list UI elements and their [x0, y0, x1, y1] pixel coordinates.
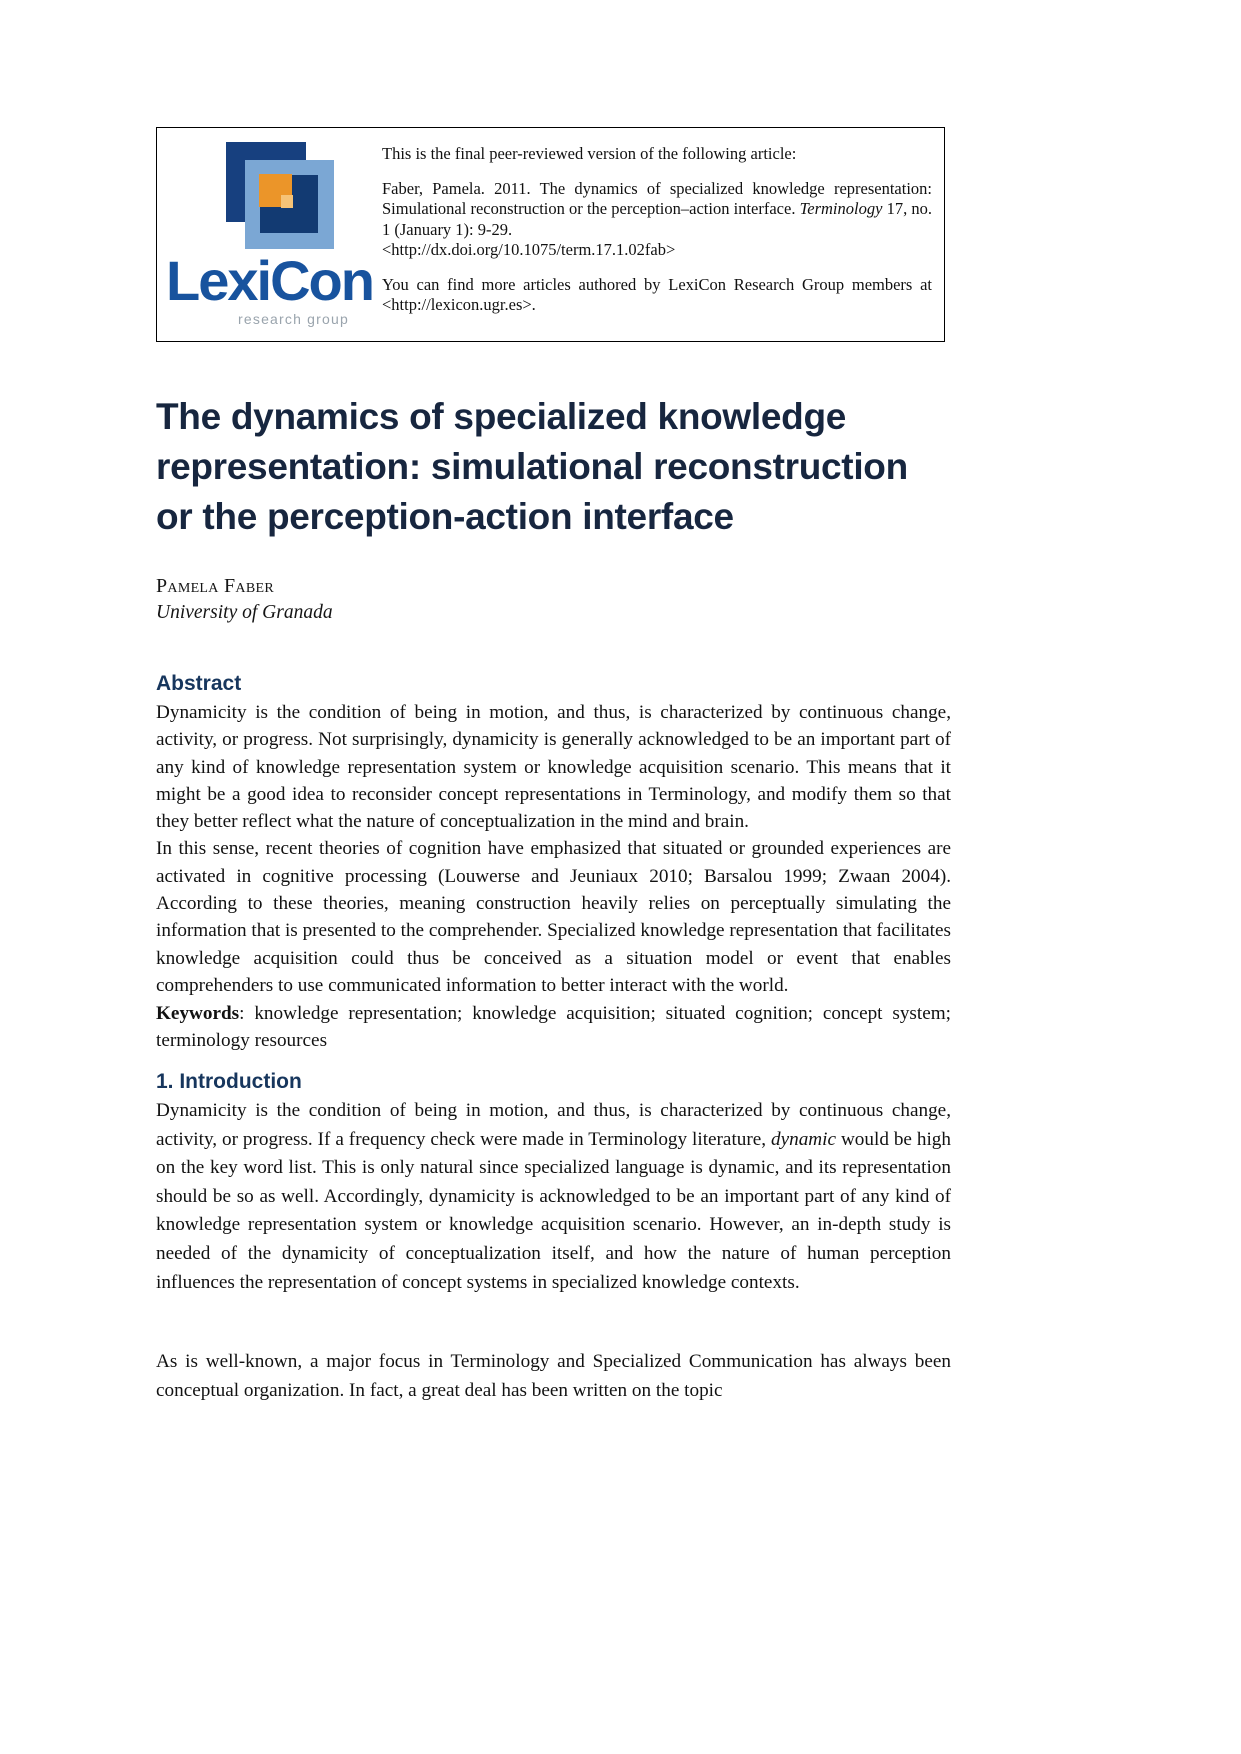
citation-more-articles: You can find more articles authored by LexiCon Research Group members at <http://lexicon.ugr.es>. — [382, 274, 932, 314]
citation-doi: <http://dx.doi.org/10.1075/term.17.1.02fab> — [382, 240, 676, 259]
abstract-heading: Abstract — [156, 672, 242, 695]
author-name: Pamela Faber — [156, 575, 274, 597]
lexicon-logo-mark-icon — [202, 142, 337, 254]
abstract-section — [156, 670, 951, 999]
citation-journal-name: Terminology — [799, 199, 883, 218]
citation-intro-line: This is the final peer-reviewed version of the following article: — [382, 144, 797, 163]
title-line-1: The dynamics of specialized knowledge — [156, 396, 847, 437]
introduction-continued — [156, 1348, 951, 1405]
logo-wordmark: LexiCon — [166, 249, 373, 312]
citation-part-1: Faber, Pamela. 2011. The dynamics of specialized knowledge representation: Simulational reconstruction or the perception–action interface. — [382, 178, 932, 218]
introduction-paragraph-1 — [156, 1097, 951, 1297]
introduction-section — [156, 1068, 951, 1297]
introduction-paragraph-2: As is well-known, a major focus in Terminology and Specialized Communication has always been conceptual organization. In fact, a great deal has been written on the topic — [156, 1351, 951, 1401]
keywords-separator: : — [239, 1003, 255, 1024]
abstract-paragraph-2: In this sense, recent theories of cognition have emphasized that situated or grounded experiences are activated in cognitive processing (Louwerse and Jeuniaux 2010; Barsalou 1999; Zwaan 2004). According to these theories, meaning construction heavily relies on perceptually simulating the information that is presented to the comprehender. Specialized knowledge representation that facilitates knowledge acquisition could thus be conceived as a situation model or event that enables comprehenders to use communicated information to better interact with the world. — [156, 838, 951, 996]
intro-text-b: would be high on the key word list. This is only natural since specialized language is dynamic, and its representation should be so as well. Accordingly, dynamicity is acknowledged to be an important part of any kind of knowledge representation system or knowledge acquisition scenario. However, an in-depth study is needed of the dynamicity of conceptualization itself, and how the nature of human perception influences the representation of concept systems in specialized knowledge contexts. — [156, 1128, 951, 1293]
citation-text-block — [382, 128, 944, 316]
author-block — [156, 573, 756, 626]
introduction-heading: 1. Introduction — [156, 1070, 302, 1093]
intro-italic-term: dynamic — [771, 1128, 837, 1150]
lexicon-logo — [157, 128, 382, 327]
logo-tagline: research group — [238, 311, 349, 327]
abstract-paragraph-1: Dynamicity is the condition of being in motion, and thus, is characterized by continuous change, activity, or progress. Not surprisingly, dynamicity is generally acknowledged to be an important part of any kind of knowledge representation system or knowledge acquisition scenario. This means that it might be a good idea to reconsider concept representations in Terminology, and modify them so that they better reflect what the nature of conceptualization in the mind and brain. — [156, 702, 951, 833]
author-affiliation: University of Granada — [156, 602, 333, 623]
keywords-label: Keywords — [156, 1003, 240, 1024]
keywords-section — [156, 1000, 951, 1055]
citation-part-2: 17, no. 1 (January 1): 9-29. — [382, 199, 933, 239]
citation-reference — [382, 179, 932, 241]
citation-banner — [156, 127, 945, 342]
page-title — [156, 392, 951, 542]
keywords-line — [156, 1000, 951, 1055]
title-line-2: representation: simulational reconstruction — [156, 446, 908, 487]
keywords-values: knowledge representation; knowledge acquisition; situated cognition; concept system; terminology resources — [156, 1003, 951, 1052]
title-line-3: or the perception-action interface — [156, 496, 734, 537]
intro-text-a: Dynamicity is the condition of being in motion, and thus, is characterized by continuous change, activity, or progress. If a frequency check were made in Terminology literature, — [156, 1100, 951, 1150]
logo-square-orange-highlight — [281, 195, 293, 208]
